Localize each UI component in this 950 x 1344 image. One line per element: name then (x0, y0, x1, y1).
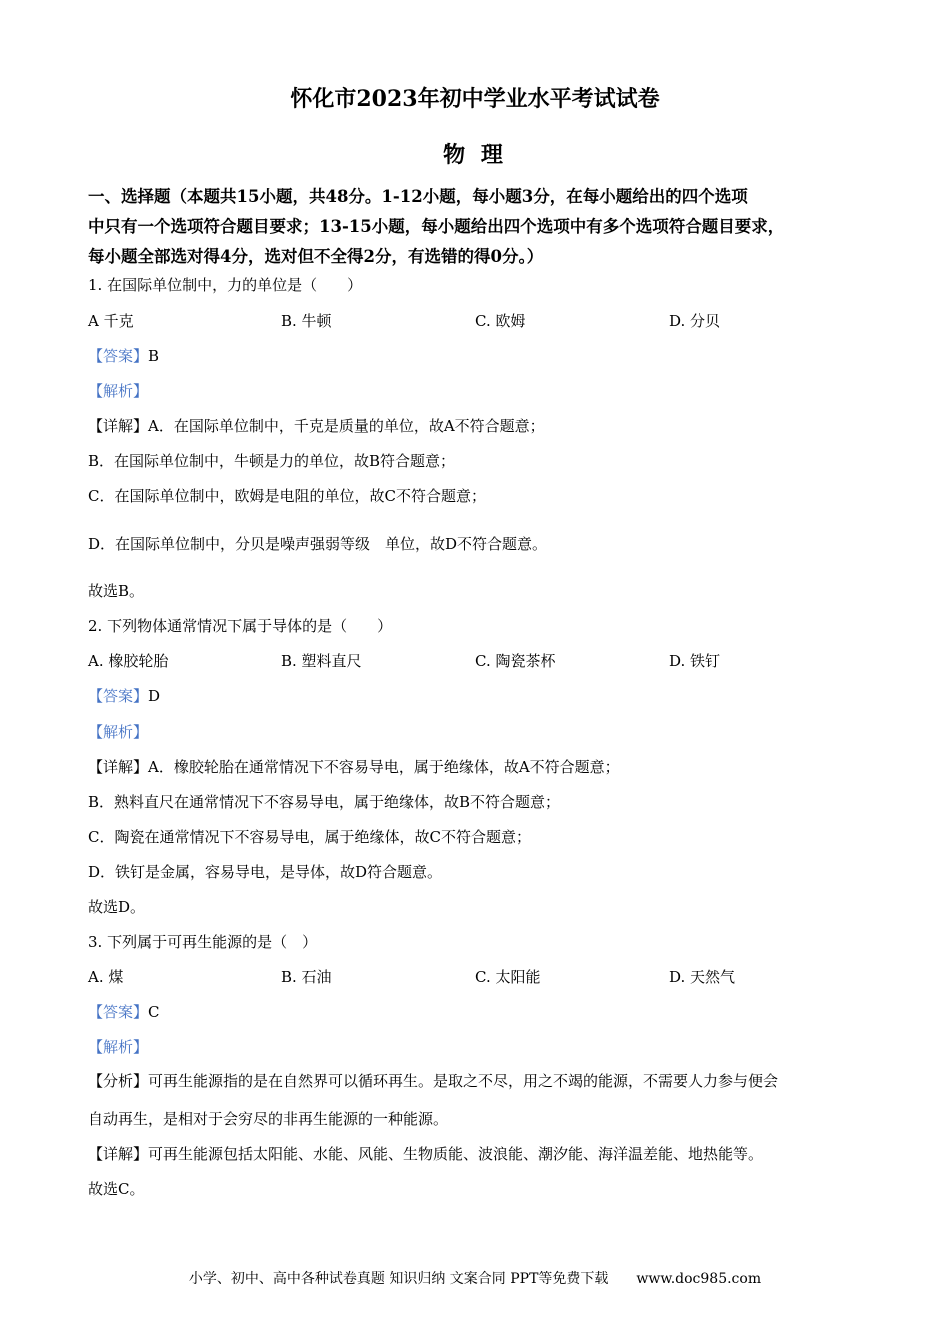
detail-text: A．在国际单位制中，千克是质量的单位，故A不符合题意； (148, 417, 545, 435)
question-1-detail-3: C．在国际单位制中，欧姆是电阻的单位，故C不符合题意； (88, 487, 486, 505)
question-1-conclusion: 故选B。 (88, 582, 145, 600)
question-3-analysis-tag: 【解析】 (88, 1038, 149, 1056)
question-3-detail-1 (88, 1144, 763, 1164)
question-2-detail-2: B．熟料直尺在通常情况下不容易导电，属于绝缘体，故B不符合题意； (88, 793, 561, 811)
subject-title: 物 理 (443, 142, 507, 168)
question-3-answer (88, 1002, 160, 1022)
question-2-stem: 2. 下列物体通常情况下属于导体的是（ ） (88, 617, 393, 635)
answer-value: C (148, 1003, 160, 1021)
question-1-detail-2: B．在国际单位制中，牛顿是力的单位，故B符合题意； (88, 452, 456, 470)
question-2-detail-4: D．铁钉是金属，容易导电，是导体，故D符合题意。 (88, 863, 443, 881)
question-1-option-c: C. 欧姆 (475, 312, 526, 330)
fenxi-tag: 【分析】 (88, 1072, 149, 1090)
question-2-option-d: D. 铁钉 (669, 652, 721, 670)
question-1-detail-4: D．在国际单位制中，分贝是噪声强弱等级 单位，故D不符合题意。 (88, 535, 548, 553)
question-3-option-c: C. 太阳能 (475, 968, 541, 986)
question-2-detail-3: C．陶瓷在通常情况下不容易导电，属于绝缘体，故C不符合题意； (88, 828, 531, 846)
question-2-option-c: C. 陶瓷茶杯 (475, 652, 556, 670)
question-2-analysis-tag: 【解析】 (88, 723, 149, 741)
answer-tag: 【答案】 (88, 687, 149, 705)
question-1-detail-1 (88, 416, 545, 436)
question-2-answer (88, 686, 160, 706)
question-2-option-a: A. 橡胶轮胎 (88, 652, 169, 670)
detail-text: 可再生能源包括太阳能、水能、风能、生物质能、波浪能、潮汐能、海洋温差能、地热能等。 (148, 1145, 764, 1163)
question-1-option-b: B. 牛顿 (281, 312, 332, 330)
answer-tag: 【答案】 (88, 1003, 149, 1021)
question-1-option-d: D. 分贝 (669, 312, 721, 330)
question-2-detail-1 (88, 757, 620, 777)
section-heading-line-2: 中只有一个选项符合题目要求；13-15小题，每小题给出四个选项中有多个选项符合题目要求， (88, 217, 785, 236)
section-heading-line-3: 每小题全部选对得4分，选对但不全得2分，有选错的得0分。） (88, 247, 544, 266)
question-3-option-b: B. 石油 (281, 968, 332, 986)
detail-text: A．橡胶轮胎在通常情况下不容易导电，属于绝缘体，故A不符合题意； (148, 758, 620, 776)
question-1-stem: 1. 在国际单位制中，力的单位是（ ） (88, 276, 363, 294)
answer-tag: 【答案】 (88, 347, 149, 365)
question-1-analysis-tag: 【解析】 (88, 382, 149, 400)
question-2-option-b: B. 塑料直尺 (281, 652, 362, 670)
fenxi-text: 可再生能源指的是在自然界可以循环再生。是取之不尽，用之不竭的能源，不需要人力参与便会 (148, 1072, 779, 1090)
question-3-fenxi-2: 自动再生，是相对于会穷尽的非再生能源的一种能源。 (88, 1110, 449, 1128)
question-3-option-d: D. 天然气 (669, 968, 736, 986)
answer-value: B (148, 347, 160, 365)
question-3-conclusion: 故选C。 (88, 1180, 145, 1198)
question-1-option-a: A 千克 (88, 312, 134, 330)
question-1-answer (88, 346, 159, 366)
section-heading-line-1: 一、选择题（本题共15小题，共48分。1-12小题，每小题3分，在每小题给出的四个选项 (88, 187, 748, 206)
exam-title: 怀化市2023年初中学业水平考试试卷 (290, 86, 660, 112)
detail-tag: 【详解】 (88, 417, 149, 435)
question-3-option-a: A. 煤 (88, 968, 124, 986)
detail-tag: 【详解】 (88, 1145, 149, 1163)
question-3-stem: 3. 下列属于可再生能源的是（ ） (88, 933, 318, 951)
question-3-fenxi-1 (88, 1071, 778, 1091)
detail-tag: 【详解】 (88, 758, 149, 776)
page-footer: 小学、初中、高中各种试卷真题 知识归纳 文案合同 PPT等免费下载 www.doc985.com (188, 1271, 762, 1287)
question-2-conclusion: 故选D。 (88, 898, 146, 916)
answer-value: D (148, 687, 161, 705)
